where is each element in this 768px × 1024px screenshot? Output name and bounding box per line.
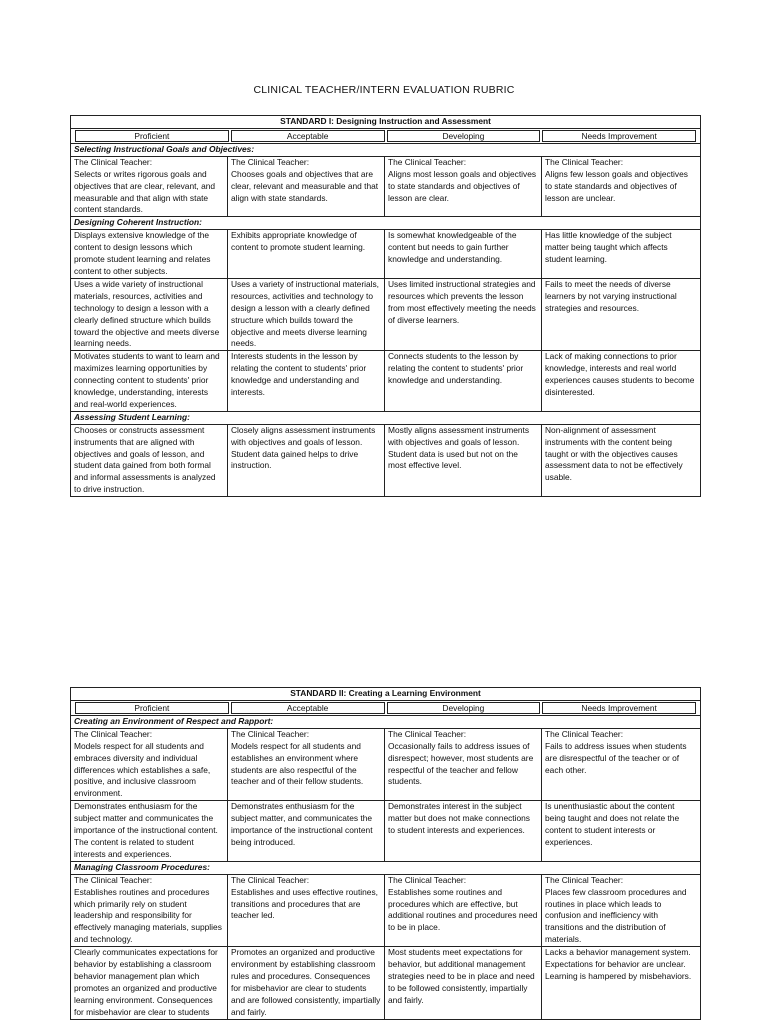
cell-text: Promotes an organized and productive environment by establishing classroom rules and procedures. Consequences for misbehavior are clear to students and are followed consistently, impartially and fairly. (231, 947, 381, 1017)
section-heading: Selecting Instructional Goals and Objectives: (71, 143, 701, 156)
rubric-cell (542, 424, 701, 496)
cell-text: Demonstrates enthusiasm for the subject matter and communicates the importance of the instructional content. The content is related to student interests and experiences. (74, 801, 218, 859)
level-header: Proficient (75, 130, 229, 142)
rubric-cell (228, 156, 385, 217)
cell-text: Chooses or constructs assessment instruments that are aligned with objectives and goals of lesson, and student data gained from both formal and informal assessments is analyzed to drive instruction. (74, 424, 216, 495)
cell-text: The Clinical Teacher: (545, 728, 624, 739)
cell-text: The Clinical Teacher: (231, 874, 310, 885)
rubric-cell (542, 278, 701, 350)
rubric-cell (385, 947, 542, 1019)
cell-text: Aligns most lesson goals and objectives to state standards and objectives of lesson are clear. (388, 168, 537, 203)
cell-text: Mostly aligns assessment instruments with objectives and goals of lesson. Student data is used but not on the most effective level. (388, 424, 530, 471)
rubric-cell (71, 874, 228, 946)
cell-text: The Clinical Teacher: (74, 728, 153, 739)
cell-text: Demonstrates enthusiasm for the subject matter, and communicates the importance of the instructional content being introduced. (231, 801, 373, 847)
standard-title: STANDARD II: Creating a Learning Environment (71, 688, 701, 701)
cell-text: Lacks a behavior management system. Expectations for behavior are unclear. Learning is hampered by misbehaviors. (545, 947, 692, 981)
cell-text: The Clinical Teacher: (74, 156, 153, 167)
rubric-row (71, 424, 701, 496)
rubric-cell (385, 351, 542, 412)
rubric-row (71, 351, 701, 412)
cell-text: Models respect for all students and establishes an environment where students are also respectful of the teacher and of their fellow students. (231, 740, 364, 787)
cell-text: Aligns few lesson goals and objectives to state standards and objectives of lesson are unclear. (545, 168, 688, 203)
cell-text: Is somewhat knowledgeable of the content but needs to gain further knowledge and understanding. (388, 230, 517, 265)
rubric-cell (228, 728, 385, 800)
document-title: CLINICAL TEACHER/INTERN EVALUATION RUBRIC (253, 84, 515, 96)
rubric-cell (542, 230, 701, 279)
rubric-cell (385, 424, 542, 496)
cell-text: Most students meet expectations for behavior, but additional management strategies need to be in place and need to be followed consistently, impartially and fairly. (388, 947, 535, 1005)
rubric-row (71, 230, 701, 279)
rubric-cell (71, 947, 228, 1019)
cell-text: Uses a variety of instructional materials, resources, activities and technology to design a lesson with a clearly defined structure which builds toward the objective and meets diverse learning needs. (231, 278, 380, 349)
cell-text: Models respect for all students and embraces diversity and individual differences which establishes a safe, positive, and inclusive classroom environment. (74, 740, 211, 799)
rubric-cell (228, 424, 385, 496)
rubric-row (71, 947, 701, 1019)
cell-text: Is unenthusiastic about the content being taught and does not relate the content to student interests or experiences. (545, 801, 680, 847)
rubric-cell (542, 156, 701, 217)
rubric-cell (228, 874, 385, 946)
cell-text: The Clinical Teacher: (388, 874, 467, 885)
cell-text: Establishes routines and procedures which primarily rely on student leadership and responsibility for effectively managing materials, supplies and technology. (74, 886, 222, 945)
section-heading: Assessing Student Learning: (71, 411, 701, 424)
cell-text: Establishes and uses effective routines, transitions and procedures that are teacher led. (231, 886, 378, 921)
cell-text: Non-alignment of assessment instruments with the content being taught or with the objectives causes assessment data to not be effectively usable. (545, 424, 683, 483)
cell-text: Occasionally fails to address issues of disrespect; however, most students are respectful of the teacher and fellow students. (388, 740, 534, 787)
level-header: Needs Improvement (542, 702, 696, 714)
cell-text: Fails to meet the needs of diverse learners by not varying instructional strategies and resources. (545, 278, 677, 313)
rubric-row (71, 801, 701, 862)
rubric-cell (542, 874, 701, 946)
level-headers (74, 701, 697, 715)
rubric-cell (228, 278, 385, 350)
rubric-cell (71, 728, 228, 800)
standard-1-table (70, 115, 701, 497)
cell-text: Lack of making connections to prior knowledge, interests and real world experiences causes students to become disinterested. (545, 351, 695, 398)
cell-text: Has little knowledge of the subject matter being taught which affects student learning. (545, 230, 672, 265)
rubric-cell (385, 728, 542, 800)
rubric-cell (71, 801, 228, 862)
rubric-row (71, 156, 701, 217)
rubric-cell (385, 156, 542, 217)
level-header: Developing (387, 702, 541, 714)
rubric-row (71, 728, 701, 800)
cell-text: Chooses goals and objectives that are clear, relevant and measurable and that align with state standards. (231, 168, 379, 203)
rubric-row (71, 874, 701, 946)
cell-text: Establishes some routines and procedures which are effective, but additional routines and procedures need to be in place. (388, 886, 538, 933)
rubric-cell (71, 278, 228, 350)
standard-title: STANDARD I: Designing Instruction and Assessment (71, 116, 701, 129)
cell-text: Selects or writes rigorous goals and objectives that are clear, relevant, and measurable and that align with state content standards. (74, 168, 216, 215)
cell-text: Uses a wide variety of instructional materials, resources, activities and technology to design a lesson with a clearly defined structure which builds toward the objective and meets diverse learning needs. (74, 278, 220, 349)
level-header: Proficient (75, 702, 229, 714)
cell-text: The Clinical Teacher: (388, 728, 467, 739)
rubric-cell (385, 230, 542, 279)
cell-text: The Clinical Teacher: (231, 156, 310, 167)
cell-text: Demonstrates interest in the subject matter but does not make connections to student interests and experiences. (388, 801, 530, 836)
rubric-row (71, 278, 701, 350)
rubric-cell (385, 874, 542, 946)
cell-text: Closely aligns assessment instruments with objectives and goals of lesson. Student data gained helps to drive instruction. (231, 424, 376, 471)
rubric-cell (542, 801, 701, 862)
standard-2-table (70, 687, 701, 1020)
cell-text: Exhibits appropriate knowledge of content to promote student learning. (231, 230, 366, 253)
cell-text: The Clinical Teacher: (231, 728, 310, 739)
section-heading: Creating an Environment of Respect and Rapport: (71, 715, 701, 728)
rubric-cell (542, 351, 701, 412)
cell-text: Motivates students to want to learn and maximizes learning opportunities by connecting content to students' prior knowledge, understanding, interests and real-world experiences. (74, 351, 220, 409)
rubric-cell (385, 801, 542, 862)
cell-text: The Clinical Teacher: (388, 156, 467, 167)
cell-text: Uses limited instructional strategies and resources which prevents the lesson from most effectively meeting the needs of diverse learners. (388, 278, 536, 325)
cell-text: The Clinical Teacher: (74, 874, 153, 885)
cell-text: Displays extensive knowledge of the content to design lessons which promote student learning and relates content to other subjects. (74, 230, 211, 276)
level-headers (74, 129, 697, 143)
cell-text: The Clinical Teacher: (545, 874, 624, 885)
rubric-cell (542, 947, 701, 1019)
cell-text: Clearly communicates expectations for behavior by establishing a classroom behavior management plan which promotes an organized and productive learning environment. Consequences for misbehavior are clear to students (74, 947, 218, 1017)
cell-text: Fails to address issues when students are disrespectful of the teacher or of each other. (545, 740, 687, 775)
rubric-cell (71, 351, 228, 412)
level-header: Needs Improvement (542, 130, 696, 142)
rubric-cell (228, 947, 385, 1019)
level-header: Acceptable (231, 702, 385, 714)
cell-text: Places few classroom procedures and routines in place which leads to confusion and inefficiency with transitions and the distribution of materials. (545, 886, 687, 945)
cell-text: Connects students to the lesson by relating the content to students' prior knowledge and understanding. (388, 351, 524, 386)
rubric-cell (71, 424, 228, 496)
rubric-cell (542, 728, 701, 800)
rubric-cell (228, 801, 385, 862)
cell-text: The Clinical Teacher: (545, 156, 624, 167)
cell-text: Interests students in the lesson by relating the content to students' prior knowledge and understanding and interests. (231, 351, 367, 398)
rubric-cell (228, 230, 385, 279)
level-header: Acceptable (231, 130, 385, 142)
rubric-cell (71, 156, 228, 217)
section-heading: Managing Classroom Procedures: (71, 861, 701, 874)
level-header: Developing (387, 130, 541, 142)
rubric-cell (228, 351, 385, 412)
section-heading: Designing Coherent Instruction: (71, 217, 701, 230)
rubric-cell (385, 278, 542, 350)
rubric-cell (71, 230, 228, 279)
